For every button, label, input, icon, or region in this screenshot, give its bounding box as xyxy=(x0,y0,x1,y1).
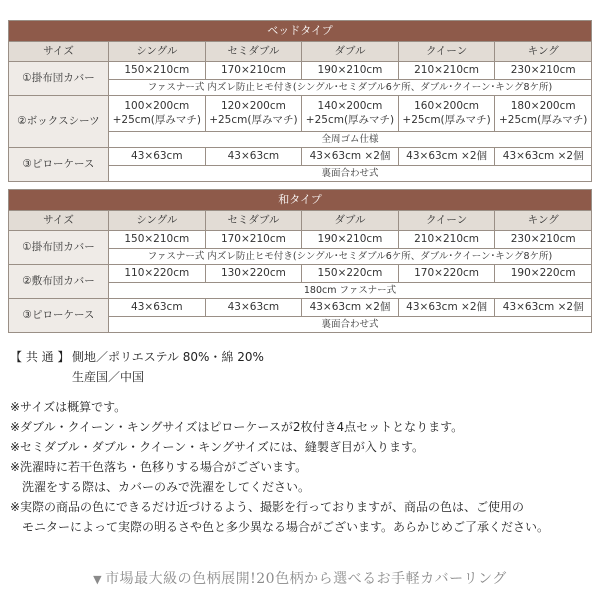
cell: 150×210cm xyxy=(109,231,206,249)
footer-text: 市場最大級の色柄展開!20色柄から選べるお手軽カバーリング xyxy=(105,571,507,587)
cell: 120×200cm +25cm(厚みマチ) xyxy=(205,96,302,132)
cell: 170×210cm xyxy=(205,231,302,249)
cell: 43×63cm ×2個 xyxy=(495,299,592,317)
header-size: サイズ xyxy=(9,211,109,231)
header-king: キング xyxy=(495,42,592,62)
cell: 43×63cm ×2個 xyxy=(302,299,399,317)
header-single: シングル xyxy=(109,211,206,231)
row-label: ①掛布団カバー xyxy=(9,231,109,265)
down-triangle-icon: ▼ xyxy=(93,573,103,586)
cell: 110×220cm xyxy=(109,265,206,283)
cell: 180×200cm +25cm(厚みマチ) xyxy=(495,96,592,132)
header-size: サイズ xyxy=(9,42,109,62)
note-line: ※ダブル・クイーン・キングサイズはピローケースが2枚付き4点セットとなります。 xyxy=(10,420,464,434)
note-line: モニターによって実際の明るさや色と多少異なる場合がございます。あらかじめご了承ください。 xyxy=(22,520,550,534)
cell: 190×210cm xyxy=(302,62,399,80)
wa-type-table xyxy=(8,189,592,333)
note-line: ※セミダブル・ダブル・クイーン・キングサイズには、縫製ぎ目が入ります。 xyxy=(10,440,424,454)
note-line: ※洗濯時に若干色落ち・色移りする場合がございます。 xyxy=(10,460,308,474)
row-note: 裏面合わせ式 xyxy=(109,317,592,333)
note-line: ※サイズは概算です。 xyxy=(10,400,127,414)
header-double: ダブル xyxy=(302,42,399,62)
cell: 43×63cm ×2個 xyxy=(398,299,495,317)
cell: 43×63cm ×2個 xyxy=(495,148,592,166)
notes-list xyxy=(10,397,549,537)
cell: 210×210cm xyxy=(398,231,495,249)
material-info xyxy=(10,347,264,387)
cell: 43×63cm xyxy=(109,148,206,166)
row-note: 裏面合わせ式 xyxy=(109,166,592,182)
cell: 150×220cm xyxy=(302,265,399,283)
row-label: ③ピローケース xyxy=(9,148,109,182)
row-note: ファスナー式 内ズレ防止ヒモ付き(シングル･セミダブル6ケ所、ダブル･クイーン･キング8ケ所) xyxy=(109,80,592,96)
material-fabric: 側地／ポリエステル 80%・綿 20% xyxy=(72,350,264,364)
row-label: ①掛布団カバー xyxy=(9,62,109,96)
header-semidouble: セミダブル xyxy=(205,211,302,231)
cell: 43×63cm xyxy=(205,299,302,317)
cell: 43×63cm ×2個 xyxy=(398,148,495,166)
header-queen: クイーン xyxy=(398,211,495,231)
row-label: ②敷布団カバー xyxy=(9,265,109,299)
note-line: 洗濯をする際は、カバーのみで洗濯をしてください。 xyxy=(22,480,311,494)
cell: 43×63cm xyxy=(205,148,302,166)
cell: 43×63cm xyxy=(109,299,206,317)
cell: 150×210cm xyxy=(109,62,206,80)
header-double: ダブル xyxy=(302,211,399,231)
cell: 160×200cm +25cm(厚みマチ) xyxy=(398,96,495,132)
cell: 130×220cm xyxy=(205,265,302,283)
cell: 190×210cm xyxy=(302,231,399,249)
material-origin: 生産国／中国 xyxy=(72,370,145,384)
row-label: ②ボックスシーツ xyxy=(9,96,109,148)
row-note: 全周ゴム仕様 xyxy=(109,132,592,148)
cell: 100×200cm +25cm(厚みマチ) xyxy=(109,96,206,132)
header-semidouble: セミダブル xyxy=(205,42,302,62)
row-note: 180cm ファスナー式 xyxy=(109,283,592,299)
cell: 43×63cm ×2個 xyxy=(302,148,399,166)
material-label: 【 共 通 】 xyxy=(10,350,70,364)
cell: 230×210cm xyxy=(495,231,592,249)
bed-type-table xyxy=(8,20,592,182)
header-queen: クイーン xyxy=(398,42,495,62)
cell: 190×220cm xyxy=(495,265,592,283)
row-label: ③ピローケース xyxy=(9,299,109,333)
header-single: シングル xyxy=(109,42,206,62)
table-title: 和タイプ xyxy=(9,190,592,211)
cell: 170×210cm xyxy=(205,62,302,80)
header-king: キング xyxy=(495,211,592,231)
note-line: ※実際の商品の色にできるだけ近づけるよう、撮影を行っておりますが、商品の色は、ご使用の xyxy=(10,500,525,514)
cell: 140×200cm +25cm(厚みマチ) xyxy=(302,96,399,132)
table-title: ベッドタイプ xyxy=(9,21,592,42)
row-note: ファスナー式 内ズレ防止ヒモ付き(シングル･セミダブル6ケ所、ダブル･クイーン･キング8ケ所) xyxy=(109,249,592,265)
cell: 230×210cm xyxy=(495,62,592,80)
footer-banner xyxy=(0,568,600,588)
cell: 210×210cm xyxy=(398,62,495,80)
cell: 170×220cm xyxy=(398,265,495,283)
